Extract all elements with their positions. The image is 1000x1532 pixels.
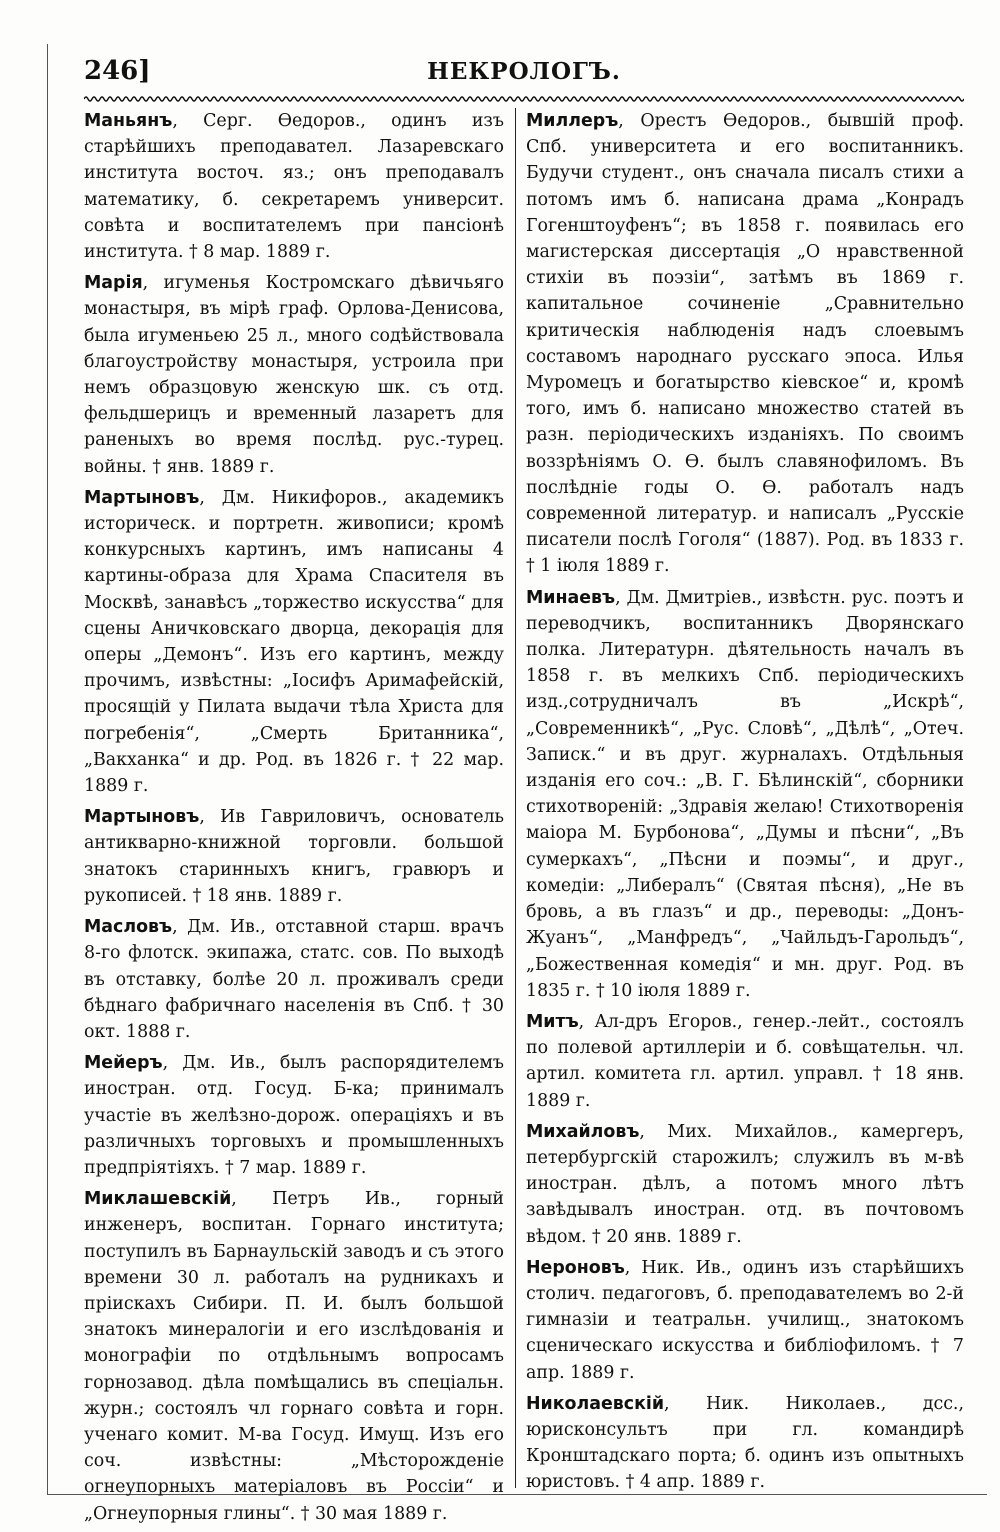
entry-text: , Ал-дръ Егоров., генер.-лейт., состоялъ по полевой артиллеріи и б. совѣщательн. чл. артил. комитета гл. артил. управл. † 18 янв. 1889 г. <box>526 1011 964 1111</box>
entry-text: , Петръ Ив., горный инженеръ, воспитан. Горнаго института; поступилъ въ Барнаульскій заводъ и съ этого времени 30 л. работалъ на рудникахъ и пріискахъ Сибири. П. И. былъ большой знатокъ минералогіи и его изслѣдованія и монографіи по отдѣльнымъ вопросамъ горнозавод. дѣла помѣщались въ спеціальн. журн.; состоялъ чл горнаго совѣта и горн. ученаго комит. М-ва Госуд. Имущ. Изъ его соч. извѣстны: „Мѣсторожденіе огнеупорныхъ матеріаловъ въ Россіи“ и „Огнеупорныя глины“. † 30 мая 1889 г. <box>84 1189 504 1524</box>
entry-name: Марія <box>84 273 143 294</box>
obituary-entry <box>526 1119 964 1250</box>
entry-name: Минаевъ <box>526 587 616 608</box>
entry-text: , Дм. Ив., былъ распорядителемъ иностран. отд. Госуд. Б-ка; принималъ участіе въ желѣзно-дорож. операціяхъ и въ различныхъ торговыхъ и промышленныхъ предпріятіяхъ. † 7 мар. 1889 г. <box>84 1053 504 1178</box>
obituary-entry <box>526 1009 964 1114</box>
entry-text: , Орестъ Өедоров., бывшій проф. Спб. университета и его воспитанникъ. Будучи студент., онъ сначала писалъ стихи а потомъ имъ б. написана драма „Конрадъ Гогенштоуфенъ“; въ 1858 г. появилась его магистерская диссертація „О нравственной стихіи въ поэзіи“, затѣмъ въ 1869 г. капитальное сочиненіе „Сравнительно критическія наблюденія надъ слоевымъ составомъ народнаго русскаго эпоса. Илья Муромецъ и богатырство кіевское“ и, кромѣ того, имъ б. написано множество статей въ разн. періодическихъ изданіяхъ. По своимъ воззрѣніямъ О. Ө. былъ славянофиломъ. Въ послѣдніе годы О. Ө. работалъ надъ современной литератур. и написалъ „Русскіе писатели послѣ Гоголя“ (1887). Род. въ 1833 г. † 1 іюля 1889 г. <box>526 111 964 577</box>
entry-name: Нероновъ <box>526 1257 625 1278</box>
obituary-entry <box>526 1391 964 1496</box>
entry-name: Масловъ <box>84 917 173 938</box>
page-header <box>84 56 964 96</box>
entry-name: Николаевскій <box>526 1393 665 1414</box>
entry-name: Митъ <box>526 1011 579 1032</box>
obituary-entry <box>84 270 504 480</box>
column-divider <box>515 108 516 1488</box>
entry-name: Михайловъ <box>526 1121 640 1142</box>
obituary-entry <box>526 1255 964 1386</box>
entry-text: , Мих. Михайлов., камергеръ, петербургскій старожилъ; служилъ въ м-вѣ иностран. дѣлъ, а потомъ много лѣтъ завѣдывалъ иностран. отд. въ почтовомъ вѣдом. † 20 янв. 1889 г. <box>526 1121 964 1247</box>
entry-name: Маньянъ <box>84 111 173 131</box>
entry-text: , Дм. Дмитріев., извѣстн. рус. поэтъ и переводчикъ, воспитанникъ Дворянскаго полка. Литературн. дѣятельность началъ въ 1858 г. въ мелкихъ Спб. періодическихъ изд.,сотрудничалъ въ „Искрѣ“, „Современникѣ“, „Рус. Словѣ“, „Дѣлѣ“, „Отеч. Записк.“ и въ друг. журналахъ. Отдѣльныя изданія его соч.: „В. Г. Бѣлинскій“, сборники стихотвореній: „Здравія желаю! Стихотворенія маіора М. Бурбонова“, „Думы и пѣсни“, „Въ сумеркахъ“, „Пѣсни и поэмы“, и друг., комедіи: „Либералъ“ (Святая пѣсня), „Не въ бровь, а въ глазъ“ и др., переводы: „Донъ-Жуанъ“, „Манфредъ“, „Чайльдъ-Гарольдъ“, „Божественная комедія“ и мн. друг. Род. въ 1835 г. † 10 іюля 1889 г. <box>526 587 964 1001</box>
page-title: НЕКРОЛОГЪ. <box>427 58 621 85</box>
obituary-entry <box>84 914 504 1045</box>
entry-text: , Ник. Николаев., дсс., юрисконсультъ при гл. командирѣ Кронштадскаго порта; б. одинъ изъ опытныхъ юристовъ. † 4 апр. 1889 г. <box>526 1393 964 1493</box>
entry-text: , Серг. Өедоров., одинъ изъ старѣйшихъ преподавател. Лазаревскаго института восточ. яз.; онъ преподавалъ математику, б. секретаремъ университ. совѣта и воспитателемъ при пансіонѣ института. † 8 мар. 1889 г. <box>84 111 504 263</box>
obituary-entry <box>84 108 504 265</box>
obituary-entry <box>84 804 504 909</box>
obituary-entry <box>84 485 504 799</box>
entry-name: Мейеръ <box>84 1053 163 1074</box>
left-column <box>84 108 504 1532</box>
entry-text: , Ник. Ив., одинъ изъ старѣйшихъ столич. педагоговъ, б. преподавателемъ во 2-й гимназіи и театральн. училищ., знатокомъ сценическаго искусства и библіофиломъ. † 7 апр. 1889 г. <box>526 1257 964 1383</box>
right-column <box>526 108 964 1501</box>
entry-text: , Дм. Ив., отставной старш. врачъ 8-го флотск. экипажа, статс. сов. По выходѣ въ отставку, болѣе 20 л. проживалъ среди бѣднаго фабричнаго населенія въ Спб. † 30 окт. 1888 г. <box>84 917 504 1042</box>
obituary-entry <box>526 585 964 1004</box>
obituary-entry <box>84 1050 504 1181</box>
page-frame-left <box>47 44 48 1494</box>
entry-name: Миклашевскій <box>84 1189 232 1210</box>
entry-name: Мартыновъ <box>84 807 200 828</box>
entry-text: , Ив Гавриловичъ, основатель антикварно-книжной торговли. большой знатокъ старинныхъ книгъ, гравюръ и рукописей. † 18 янв. 1889 г. <box>84 807 504 906</box>
header-wavy-rule <box>84 92 964 106</box>
entry-name: Мартыновъ <box>84 487 200 508</box>
entry-name: Миллеръ <box>526 111 619 131</box>
page-number: 246] <box>84 56 151 86</box>
obituary-entry <box>84 1186 504 1527</box>
entry-text: , Дм. Никифоров., академикъ историческ. и портретн. живописи; кромѣ конкурсныхъ картинъ, имъ написаны 4 картины-образа для Храма Спасителя въ Москвѣ, занавѣсъ „торжество искусства“ для сцены Аничковскаго дворца, декорація для оперы „Демонъ“. Изъ его картинъ, между прочимъ, извѣстны: „Іосифъ Аримафейскій, просящій у Пилата выдачи тѣла Христа для погребенія“, „Смерть Британника“, „Вакханка“ и др. Род. въ 1826 г. † 22 мар. 1889 г. <box>84 487 504 797</box>
obituary-entry <box>526 108 964 580</box>
entry-text: , игуменья Костромскаго дѣвичьяго монастыря, въ мірѣ граф. Орлова-Денисова, была игуменьею 25 л., много содѣйствовала благоустройству монастыря, устроила при немъ образцовую женскую шк. съ отд. фельдшерицъ и временный лазаретъ для раненыхъ во время послѣд. рус.-турец. войны. † янв. 1889 г. <box>84 273 504 477</box>
